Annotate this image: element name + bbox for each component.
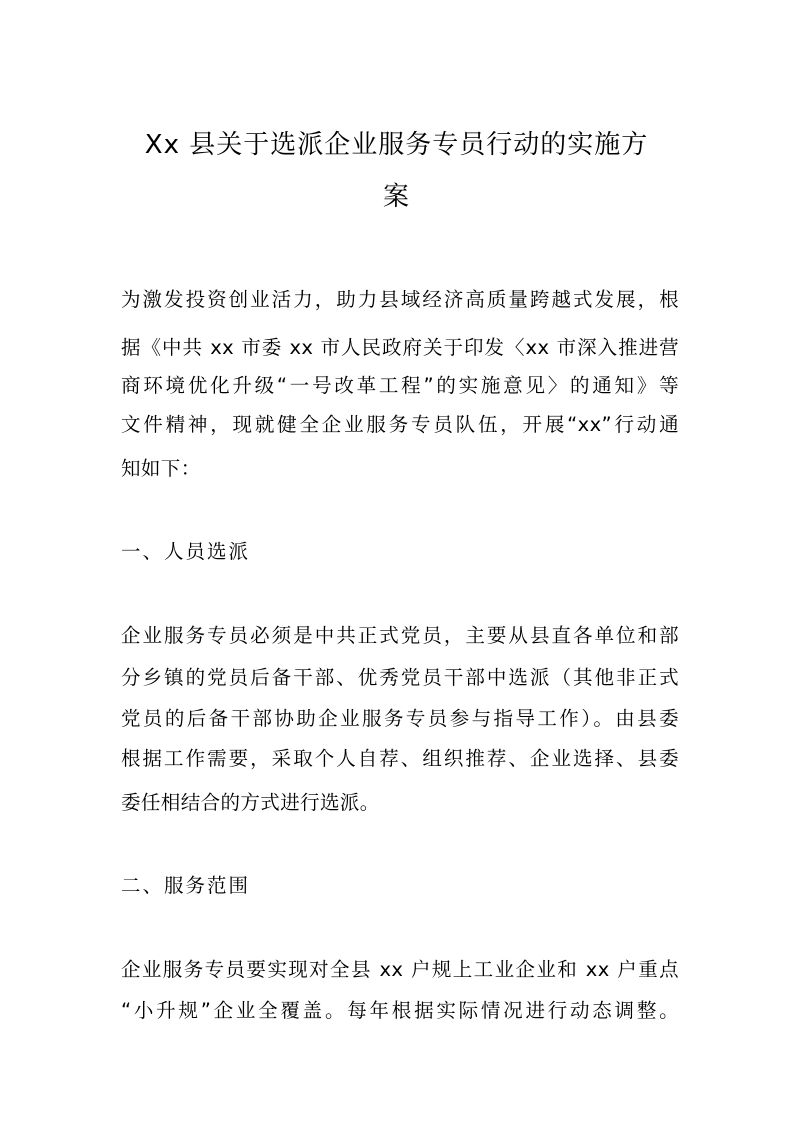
intro-line-1: 为激发投资创业活力，助力县域经济高质量跨越式发展，根 [121,288,679,311]
section1-line-1: 企业服务专员必须是中共正式党员，主要从县直各单位和部 [121,624,679,647]
section1-line-2: 分乡镇的党员后备干部、优秀党员干部中选派（其他非正式 [121,666,679,689]
intro-line-3: 商环境优化升级“一号改革工程”的实施意见〉的通知》等 [121,374,679,397]
section1-line-4: 根据工作需要，采取个人自荐、组织推荐、企业选择、县委 [121,747,679,770]
intro-line-4: 文件精神，现就健全企业服务专员队伍，开展“xx”行动通 [121,413,679,436]
section2-line-2: “小升规”企业全覆盖。每年根据实际情况进行动态调整。 [121,999,679,1022]
section1-line-5: 委任相结合的方式进行选派。 [121,791,380,814]
section-heading-personnel: 一、人员选派 [121,540,251,563]
section2-line-1: 企业服务专员要实现对全县 xx 户规上工业企业和 xx 户重点 [121,958,679,981]
section-heading-service-scope: 二、服务范围 [121,874,251,897]
intro-line-5: 知如下： [121,457,201,480]
section1-line-3: 党员的后备干部协助企业服务专员参与指导工作）。由县委 [121,707,679,730]
document-title-line-2: 案 [382,182,410,212]
intro-line-2: 据《中共 xx 市委 xx 市人民政府关于印发〈xx 市深入推进营 [121,336,679,359]
document-title-line-1: Xx 县关于选派企业服务专员行动的实施方 [144,130,649,160]
